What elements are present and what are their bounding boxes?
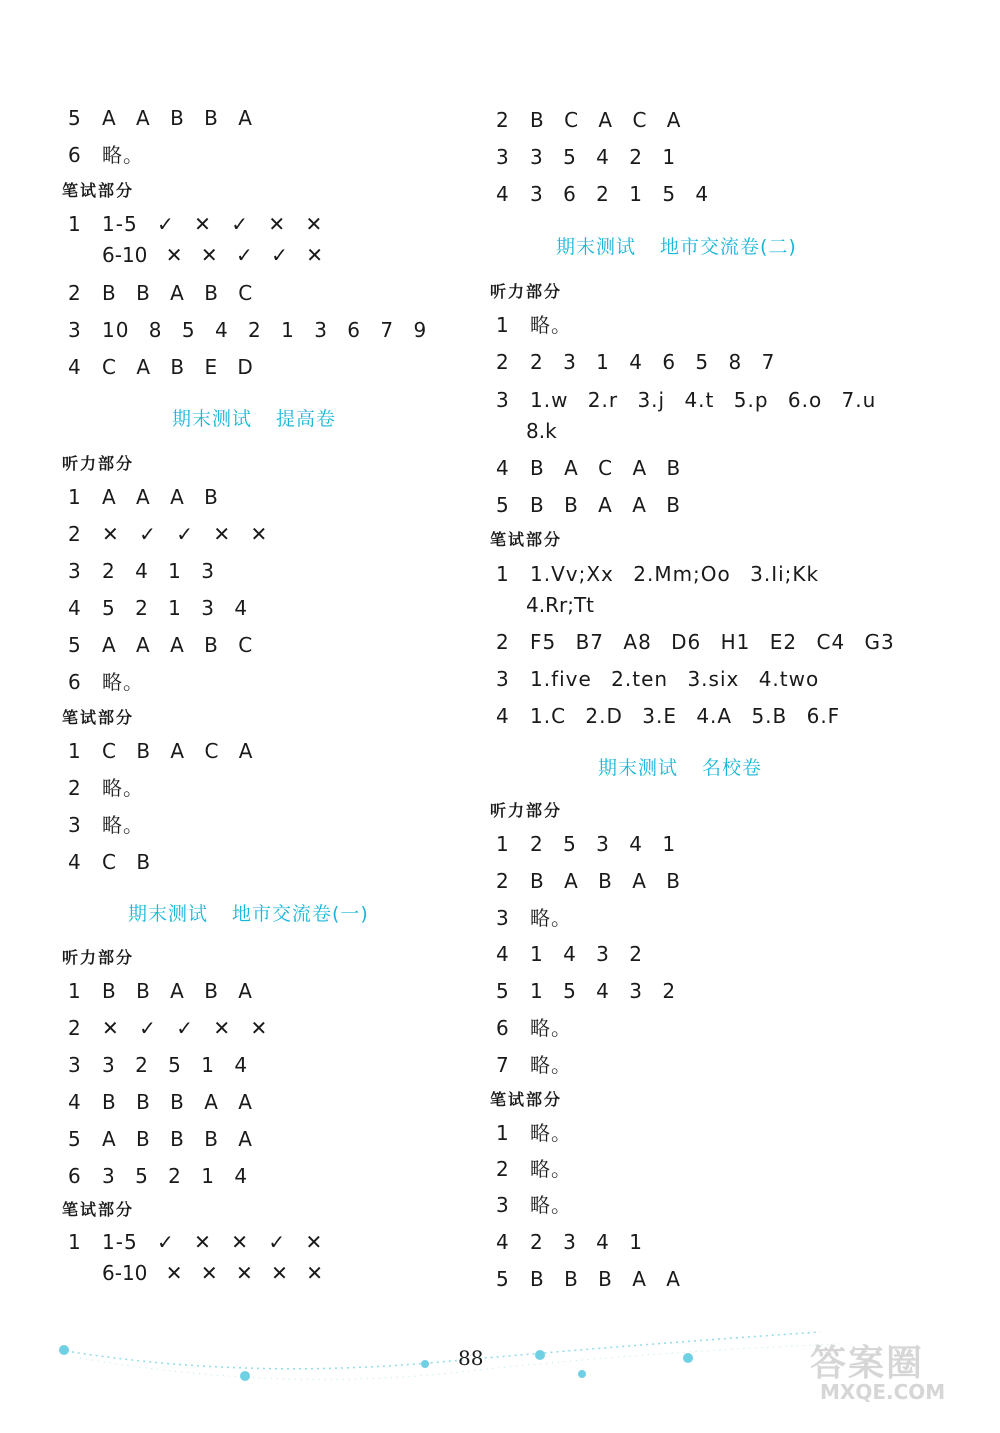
answer-row: 2 B B A B C [68, 281, 254, 305]
answer-row: 3 略。 [496, 906, 572, 930]
answer-row: 1 1-5 ✓ ✕ ✓ ✕ ✕ [68, 212, 324, 236]
answer-row-continuation: 6-10 ✕ ✕ ✓ ✓ ✕ [102, 243, 323, 267]
answer-row: 1 B B A B A [68, 979, 253, 1003]
listening-section-label: 听力部分 [62, 454, 135, 473]
answer-row: 1 C B A C A [68, 739, 254, 763]
answer-row: 4 5 2 1 3 4 [68, 596, 249, 620]
answer-row: 6 略。 [496, 1016, 572, 1040]
watermark-logo: 答案圈 [810, 1343, 925, 1384]
answer-row: 3 1.five 2.ten 3.six 4.two [496, 667, 820, 691]
answer-row: 2 F5 B7 A8 D6 H1 E2 C4 G3 [496, 630, 895, 654]
answer-row: 2 略。 [496, 1157, 572, 1181]
answer-row: 5 B B A A B [496, 493, 681, 517]
written-section-label: 笔试部分 [490, 1090, 563, 1109]
listening-section-label: 听力部分 [62, 948, 135, 967]
answer-row: 3 2 4 1 3 [68, 559, 215, 583]
answer-row: 2 ✕ ✓ ✓ ✕ ✕ [68, 1016, 269, 1040]
answer-row: 2 ✕ ✓ ✓ ✕ ✕ [68, 522, 269, 546]
answer-row: 4 1 4 3 2 [496, 942, 643, 966]
answer-row: 4 B B B A A [68, 1090, 253, 1114]
section-heading: 期末测试 提高卷 [172, 408, 337, 430]
answer-row: 3 略。 [496, 1193, 572, 1217]
answer-row-continuation: 4.Rr;Tt [526, 593, 594, 617]
answer-row: 4 C B [68, 850, 152, 874]
answer-row: 1 1.Vv;Xx 2.Mm;Oo 3.Ii;Kk [496, 562, 820, 586]
listening-section-label: 听力部分 [490, 801, 563, 820]
answer-row: 1 2 5 3 4 1 [496, 832, 677, 856]
answer-row: 7 略。 [496, 1053, 572, 1077]
listening-section-label: 听力部分 [490, 282, 563, 301]
section-heading: 期末测试 名校卷 [598, 757, 763, 779]
answer-row: 6 略。 [68, 143, 144, 167]
answer-row: 4 B A C A B [496, 456, 682, 480]
answer-row: 2 B C A C A [496, 108, 682, 132]
answer-row: 4 2 3 4 1 [496, 1230, 643, 1254]
answer-row: 2 2 3 1 4 6 5 8 7 [496, 350, 776, 374]
answer-row: 1 略。 [496, 1121, 572, 1145]
section-heading: 期末测试 地市交流卷(二) [556, 236, 797, 258]
page-number: 88 [458, 1346, 484, 1370]
answer-row: 3 10 8 5 4 2 1 3 6 7 9 [68, 318, 428, 342]
answer-row: 1 1-5 ✓ ✕ ✕ ✓ ✕ [68, 1230, 324, 1254]
answer-row: 4 C A B E D [68, 355, 254, 379]
written-section-label: 笔试部分 [62, 181, 135, 200]
answer-row: 4 1.C 2.D 3.E 4.A 5.B 6.F [496, 704, 841, 728]
section-heading: 期末测试 地市交流卷(一) [128, 903, 369, 925]
answer-row: 5 B B B A A [496, 1267, 681, 1291]
answer-row: 5 A A B B A [68, 106, 253, 130]
answer-row: 4 3 6 2 1 5 4 [496, 182, 710, 206]
answer-row: 6 3 5 2 1 4 [68, 1164, 249, 1188]
answer-row: 3 3 5 4 2 1 [496, 145, 677, 169]
written-section-label: 笔试部分 [490, 530, 563, 549]
answer-row: 1 略。 [496, 313, 572, 337]
answer-row: 2 B A B A B [496, 869, 681, 893]
footer-dots-decoration [40, 1310, 860, 1390]
answer-row: 6 略。 [68, 670, 144, 694]
written-section-label: 笔试部分 [62, 708, 135, 727]
answer-row: 3 3 2 5 1 4 [68, 1053, 249, 1077]
answer-row: 2 略。 [68, 776, 144, 800]
answer-row: 5 A B B B A [68, 1127, 253, 1151]
answer-row-continuation: 8.k [526, 419, 557, 443]
written-section-label: 笔试部分 [62, 1200, 135, 1219]
answer-row: 5 1 5 4 3 2 [496, 979, 677, 1003]
watermark-url: MXQE.COM [820, 1380, 946, 1404]
answer-row: 1 A A A B [68, 485, 219, 509]
answer-row: 3 略。 [68, 813, 144, 837]
answer-row: 5 A A A B C [68, 633, 254, 657]
answer-row: 3 1.w 2.r 3.j 4.t 5.p 6.o 7.u [496, 388, 877, 412]
answer-row-continuation: 6-10 ✕ ✕ ✕ ✕ ✕ [102, 1261, 323, 1285]
